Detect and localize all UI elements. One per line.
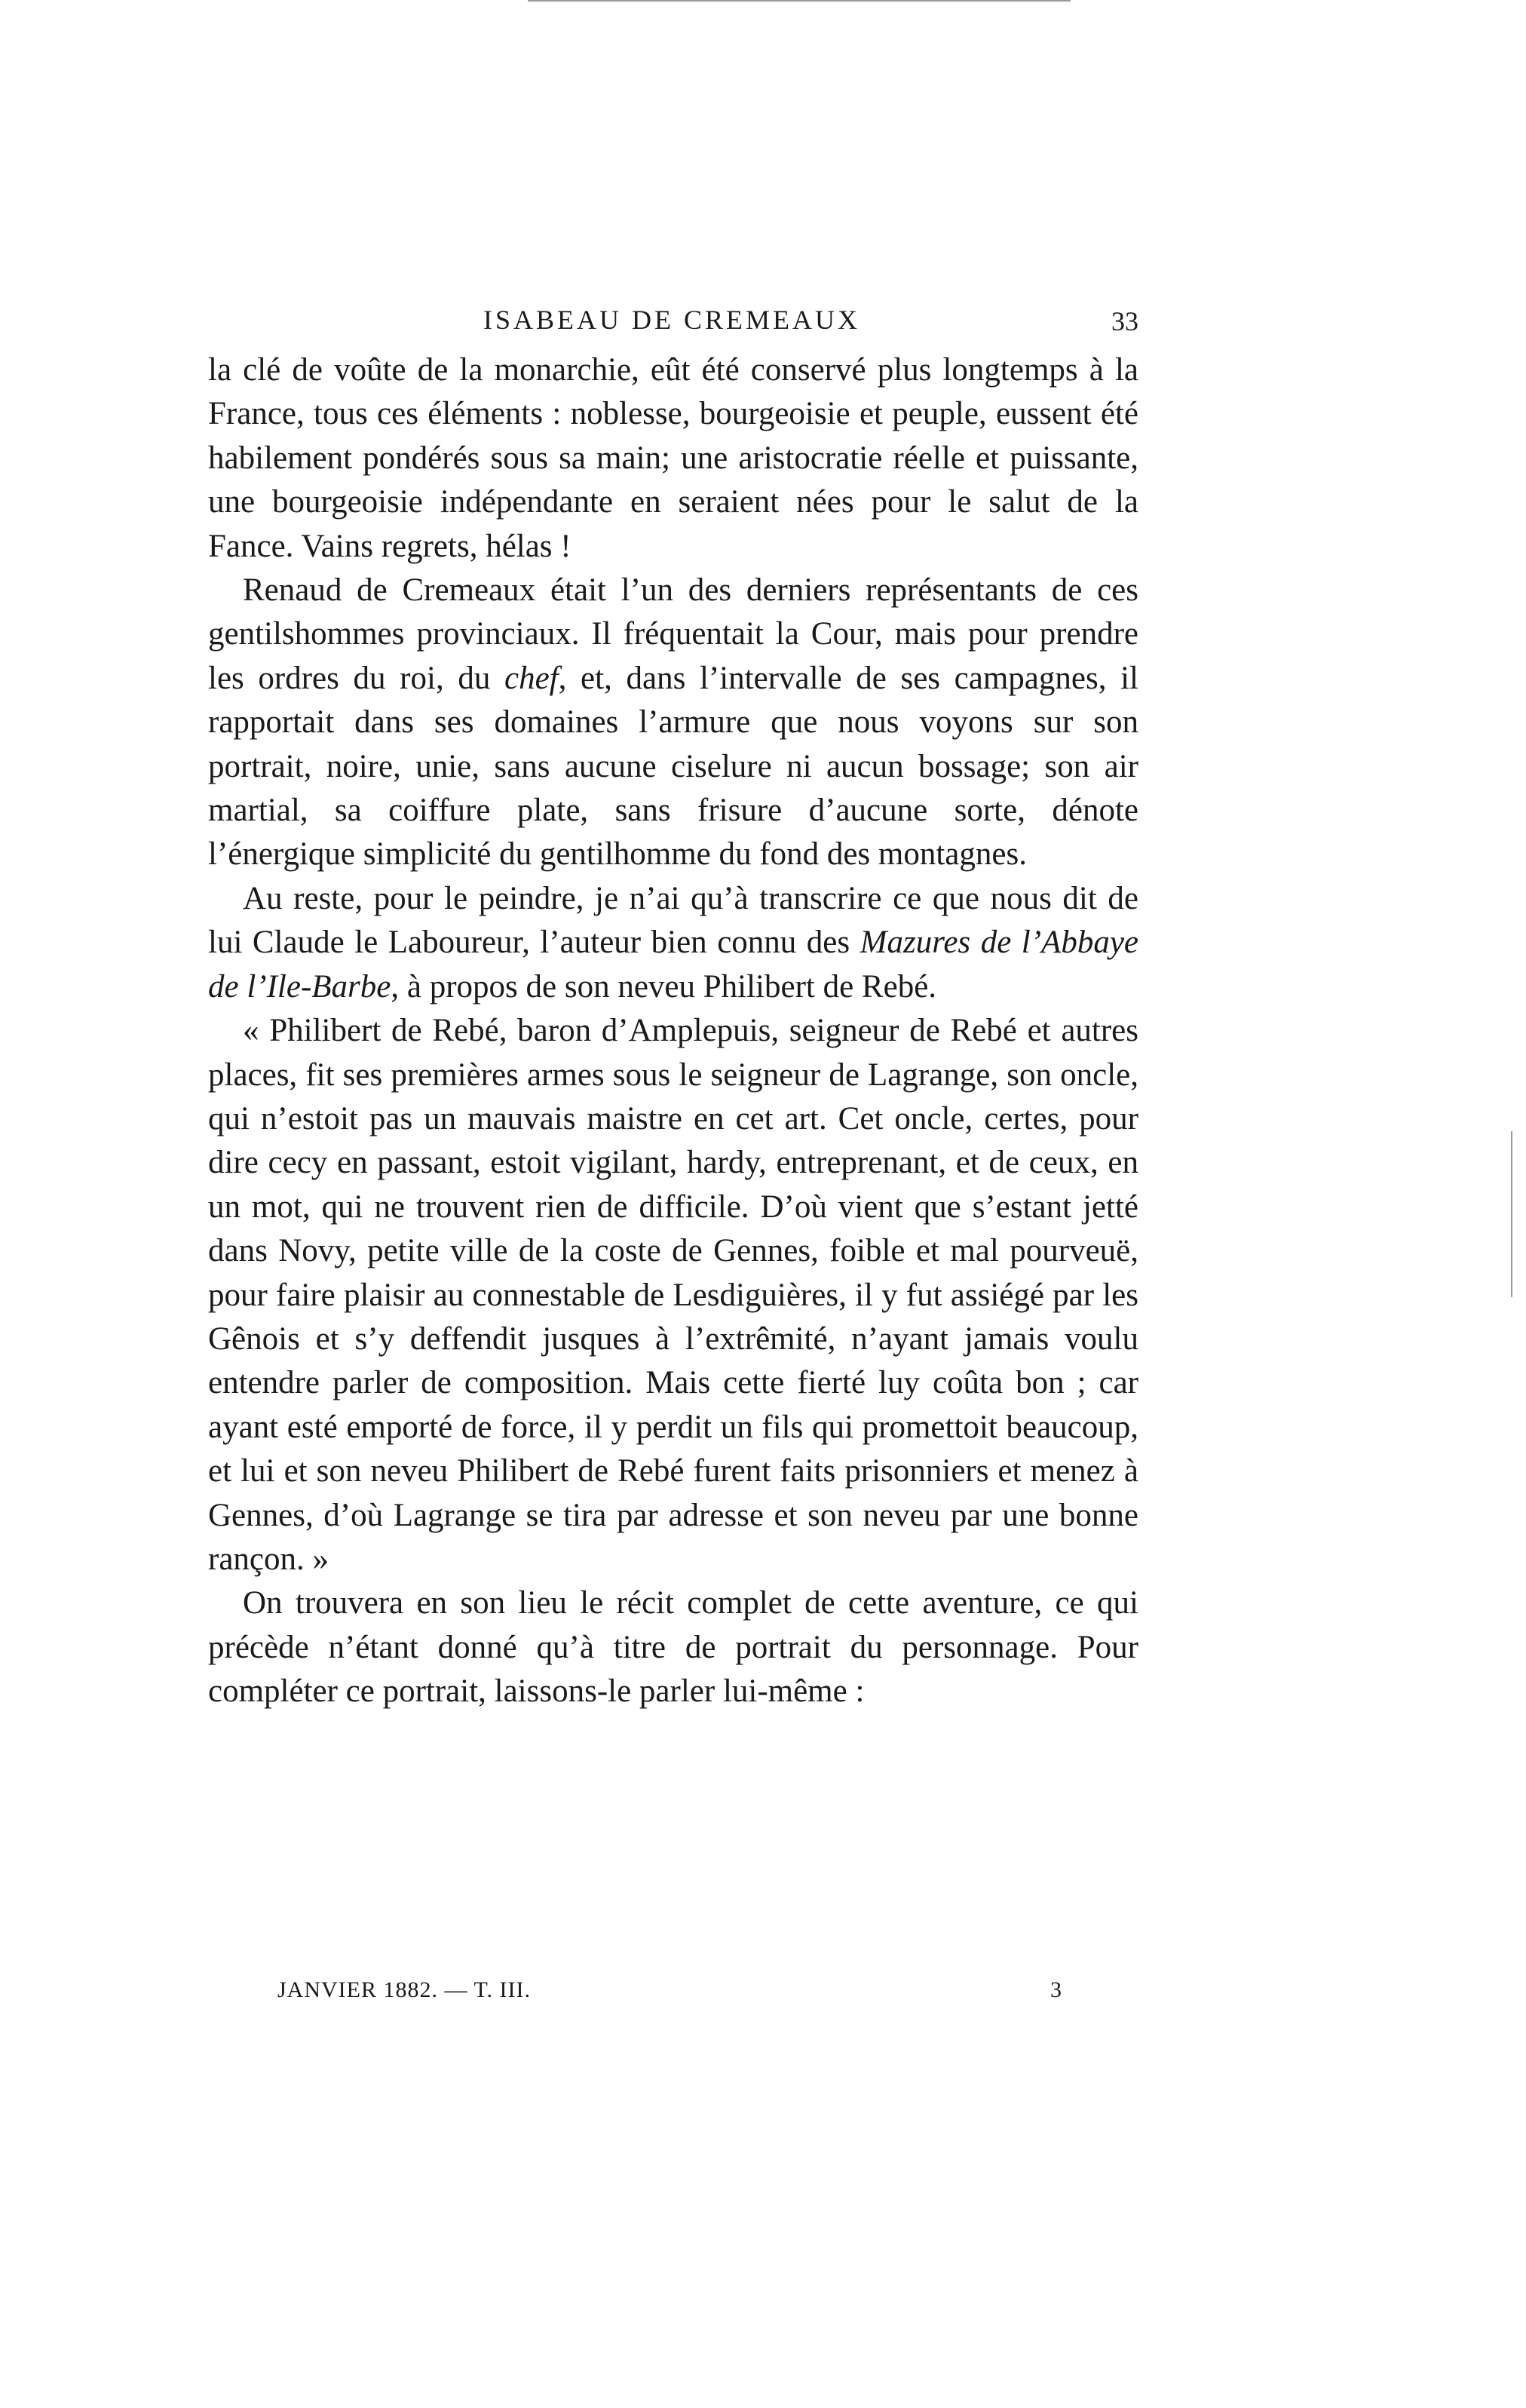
paragraph — [208, 348, 1138, 569]
paragraph-text: la clé de voûte de la monarchie, eût été conservé plus longtemps à la France, tous ces éléments : noblesse, bourgeoisie et peuple, eussent été habilement pondérés sous sa main; une aristocratie réelle et puissante, une bourgeoisie indépendante en seraient nées pour le salut de la Fance. Vains regrets, hélas ! — [208, 352, 1138, 564]
paragraph-text: , à propos de son neveu Philibert de Rebé. — [391, 968, 937, 1005]
paragraph-text: On trouvera en son lieu le récit complet de cette aventure, ce qui précède n’étant donné qu’à titre de portrait du personnage. Pour compléter ce portrait, laissons-le parler lui-même : — [208, 1585, 1138, 1710]
sheet-number: 3 — [1050, 1977, 1062, 2002]
printer-signature: JANVIER 1882. — T. III. — [277, 1977, 532, 2002]
running-title: ISABEAU DE CREMEAUX — [483, 305, 860, 335]
page-header — [205, 299, 1138, 345]
italic-text: chef — [504, 660, 559, 696]
paragraph-text: « Philibert de Rebé, baron d’Amplepuis, seigneur de Rebé et autres places, fit ses premières armes sous le seigneur de Lagrange, son oncle, qui n’estoit pas un mauvais maistre en cet art. Cet oncle, certes, pour dire cecy en passant, estoit vigilant, hardy, entreprenant, et de ceux, en un mot, qui ne trouvent rien de difficile. D’où vient que s’estant jetté dans Novy, petite ville de la coste de Gennes, foible et mal pourveuë, pour faire plaisir au connestable de Lesdiguières, il y fut assiégé par les Gênois et s’y deffendit jusques à l’extrêmité, n’ayant jamais voulu entendre parler de composition. Mais cette fierté luy coûta bon ; car ayant esté emporté de force, il y perdit un fils qui promettoit beaucoup, et lui et son neveu Philibert de Rebé furent faits prisonniers et menez à Gennes, d’où Lagrange se tira par adresse et son neveu par une bonne rançon. » — [208, 1013, 1138, 1577]
paragraph-text: , et, dans l’intervalle de ses campagnes, il rapportait dans ses domaines l’armure que nous voyons sur son portrait, noire, unie, sans aucune ciselure ni aucun bossage; son air martial, sa coiffure plate, sans frisure d’aucune sorte, dénote l’énergique simplicité du gentilhomme du fond des montagnes. — [208, 660, 1138, 873]
paragraph-text: Au reste, pour le peindre, je n’ai qu’à transcrire ce que nous dit de lui Claude le Laboureur, l’auteur bien connu des — [208, 880, 1138, 961]
paragraph — [208, 569, 1138, 877]
paragraph-text: Renaud de Cremeaux était l’un des derniers représentants de ces gentilshommes provinciaux. Il fréquentait la Cour, mais pour prendre les ordres du roi, du — [208, 572, 1138, 696]
body-text — [208, 348, 1138, 1714]
page-number: 33 — [1111, 306, 1138, 336]
italic-text: Mazures de l’Abbaye de l’Ile-Barbe — [208, 925, 1138, 1005]
paragraph — [208, 1009, 1138, 1581]
paragraph — [208, 1581, 1138, 1713]
paragraph — [208, 877, 1138, 1009]
page-footer — [277, 1977, 1062, 2015]
right-edge-rule — [1511, 1131, 1512, 1297]
top-edge-rule — [528, 0, 1071, 2]
